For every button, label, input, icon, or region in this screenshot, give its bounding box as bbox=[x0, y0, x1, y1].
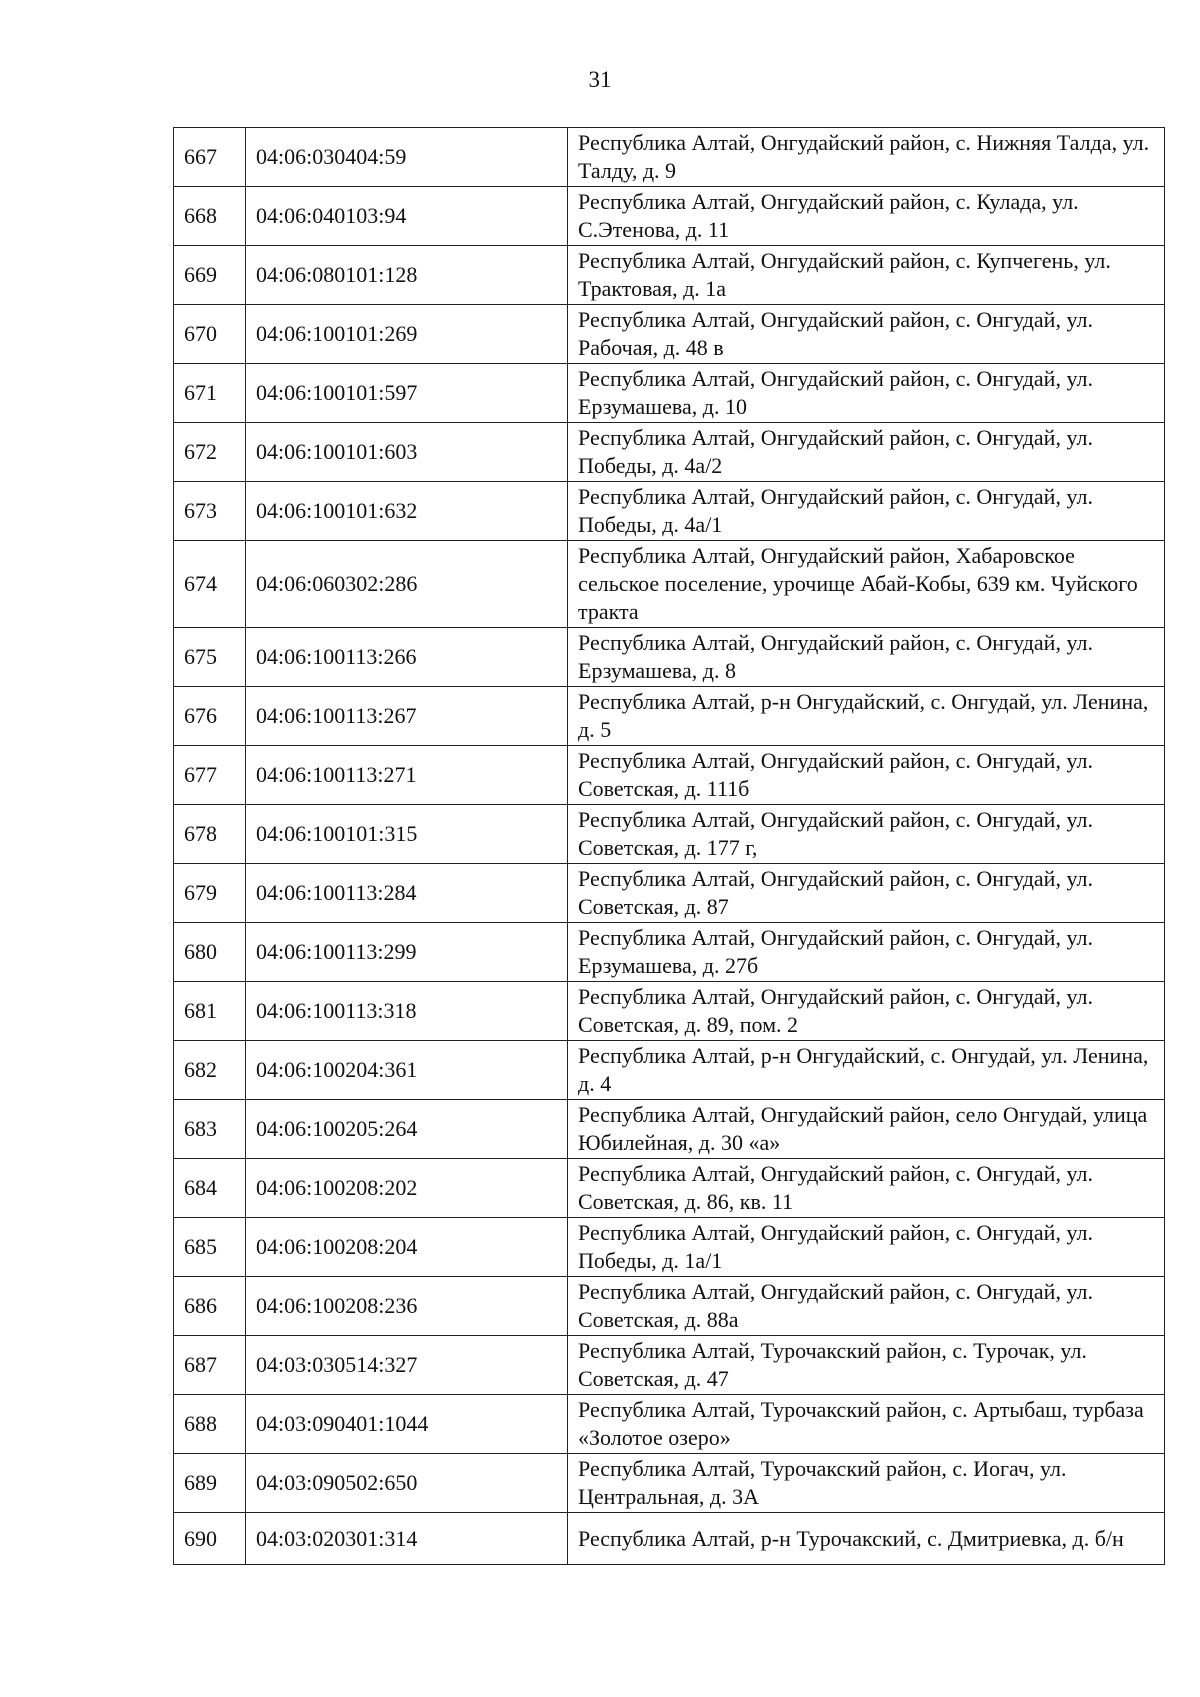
row-number-cell: 690 bbox=[174, 1513, 246, 1565]
address-cell: Республика Алтай, Онгудайский район, село Онгудай, улица Юбилейная, д. 30 «а» bbox=[568, 1100, 1165, 1159]
address-cell: Республика Алтай, Онгудайский район, с. Онгудай, ул. Ерзумашева, д. 10 bbox=[568, 364, 1165, 423]
table-row bbox=[174, 128, 1165, 187]
table-row bbox=[174, 1395, 1165, 1454]
table-row bbox=[174, 864, 1165, 923]
row-number-cell: 683 bbox=[174, 1100, 246, 1159]
row-number-cell: 687 bbox=[174, 1336, 246, 1395]
cadastral-number-cell: 04:06:100101:269 bbox=[246, 305, 568, 364]
table-row bbox=[174, 541, 1165, 628]
row-number-cell: 672 bbox=[174, 423, 246, 482]
address-cell: Республика Алтай, Онгудайский район, с. Онгудай, ул. Советская, д. 88а bbox=[568, 1277, 1165, 1336]
address-cell: Республика Алтай, р-н Онгудайский, с. Онгудай, ул. Ленина, д. 4 bbox=[568, 1041, 1165, 1100]
cadastral-number-cell: 04:06:100208:202 bbox=[246, 1159, 568, 1218]
cadastral-number-cell: 04:06:100205:264 bbox=[246, 1100, 568, 1159]
cadastral-number-cell: 04:06:100113:266 bbox=[246, 628, 568, 687]
cadastral-number-cell: 04:06:080101:128 bbox=[246, 246, 568, 305]
cadastral-number-cell: 04:06:100113:267 bbox=[246, 687, 568, 746]
row-number-cell: 689 bbox=[174, 1454, 246, 1513]
table-row bbox=[174, 1277, 1165, 1336]
address-cell: Республика Алтай, Онгудайский район, с. Купчегень, ул. Трактовая, д. 1а bbox=[568, 246, 1165, 305]
registry-table-body bbox=[174, 128, 1165, 1565]
table-row bbox=[174, 482, 1165, 541]
cadastral-number-cell: 04:06:100208:204 bbox=[246, 1218, 568, 1277]
cadastral-number-cell: 04:03:020301:314 bbox=[246, 1513, 568, 1565]
row-number-cell: 674 bbox=[174, 541, 246, 628]
cadastral-number-cell: 04:03:090502:650 bbox=[246, 1454, 568, 1513]
table-row bbox=[174, 364, 1165, 423]
page-number: 31 bbox=[588, 67, 612, 92]
row-number-cell: 670 bbox=[174, 305, 246, 364]
address-cell: Республика Алтай, Турочакский район, с. Артыбаш, турбаза «Золотое озеро» bbox=[568, 1395, 1165, 1454]
table-row bbox=[174, 923, 1165, 982]
table-row bbox=[174, 246, 1165, 305]
row-number-cell: 671 bbox=[174, 364, 246, 423]
cadastral-number-cell: 04:06:100113:318 bbox=[246, 982, 568, 1041]
cadastral-number-cell: 04:03:090401:1044 bbox=[246, 1395, 568, 1454]
cadastral-number-cell: 04:03:030514:327 bbox=[246, 1336, 568, 1395]
address-cell: Республика Алтай, Онгудайский район, с. Кулада, ул. С.Этенова, д. 11 bbox=[568, 187, 1165, 246]
row-number-cell: 678 bbox=[174, 805, 246, 864]
cadastral-number-cell: 04:06:100204:361 bbox=[246, 1041, 568, 1100]
table-row bbox=[174, 1218, 1165, 1277]
row-number-cell: 685 bbox=[174, 1218, 246, 1277]
row-number-cell: 686 bbox=[174, 1277, 246, 1336]
address-cell: Республика Алтай, Онгудайский район, с. Онгудай, ул. Ерзумашева, д. 27б bbox=[568, 923, 1165, 982]
row-number-cell: 667 bbox=[174, 128, 246, 187]
row-number-cell: 680 bbox=[174, 923, 246, 982]
cadastral-number-cell: 04:06:100113:299 bbox=[246, 923, 568, 982]
address-cell: Республика Алтай, Онгудайский район, с. Онгудай, ул. Ерзумашева, д. 8 bbox=[568, 628, 1165, 687]
address-cell: Республика Алтай, Онгудайский район, с. Онгудай, ул. Советская, д. 87 bbox=[568, 864, 1165, 923]
table-row bbox=[174, 1336, 1165, 1395]
address-cell: Республика Алтай, Онгудайский район, с. Онгудай, ул. Победы, д. 4а/2 bbox=[568, 423, 1165, 482]
table-row bbox=[174, 1041, 1165, 1100]
address-cell: Республика Алтай, Онгудайский район, с. Онгудай, ул. Рабочая, д. 48 в bbox=[568, 305, 1165, 364]
table-row bbox=[174, 187, 1165, 246]
cadastral-number-cell: 04:06:100113:271 bbox=[246, 746, 568, 805]
row-number-cell: 675 bbox=[174, 628, 246, 687]
cadastral-number-cell: 04:06:100101:597 bbox=[246, 364, 568, 423]
cadastral-number-cell: 04:06:100208:236 bbox=[246, 1277, 568, 1336]
row-number-cell: 679 bbox=[174, 864, 246, 923]
address-cell: Республика Алтай, Онгудайский район, с. Нижняя Талда, ул. Талду, д. 9 bbox=[568, 128, 1165, 187]
address-cell: Республика Алтай, Онгудайский район, с. Онгудай, ул. Победы, д. 4а/1 bbox=[568, 482, 1165, 541]
table-row bbox=[174, 687, 1165, 746]
row-number-cell: 676 bbox=[174, 687, 246, 746]
table-row bbox=[174, 423, 1165, 482]
address-cell: Республика Алтай, Турочакский район, с. Турочак, ул. Советская, д. 47 bbox=[568, 1336, 1165, 1395]
address-cell: Республика Алтай, Онгудайский район, с. Онгудай, ул. Победы, д. 1а/1 bbox=[568, 1218, 1165, 1277]
table-row bbox=[174, 305, 1165, 364]
address-cell: Республика Алтай, Онгудайский район, Хабаровское сельское поселение, урочище Абай-Кобы, 639 км. Чуйского тракта bbox=[568, 541, 1165, 628]
row-number-cell: 669 bbox=[174, 246, 246, 305]
row-number-cell: 668 bbox=[174, 187, 246, 246]
address-cell: Республика Алтай, р-н Турочакский, с. Дмитриевка, д. б/н bbox=[568, 1513, 1165, 1565]
table-row bbox=[174, 1159, 1165, 1218]
row-number-cell: 681 bbox=[174, 982, 246, 1041]
address-cell: Республика Алтай, Онгудайский район, с. Онгудай, ул. Советская, д. 177 г, bbox=[568, 805, 1165, 864]
row-number-cell: 684 bbox=[174, 1159, 246, 1218]
table-row bbox=[174, 746, 1165, 805]
row-number-cell: 677 bbox=[174, 746, 246, 805]
cadastral-number-cell: 04:06:040103:94 bbox=[246, 187, 568, 246]
address-cell: Республика Алтай, р-н Онгудайский, с. Онгудай, ул. Ленина, д. 5 bbox=[568, 687, 1165, 746]
cadastral-number-cell: 04:06:100101:315 bbox=[246, 805, 568, 864]
table-row bbox=[174, 1454, 1165, 1513]
cadastral-number-cell: 04:06:060302:286 bbox=[246, 541, 568, 628]
cadastral-number-cell: 04:06:100101:603 bbox=[246, 423, 568, 482]
address-cell: Республика Алтай, Онгудайский район, с. Онгудай, ул. Советская, д. 111б bbox=[568, 746, 1165, 805]
row-number-cell: 688 bbox=[174, 1395, 246, 1454]
cadastral-number-cell: 04:06:030404:59 bbox=[246, 128, 568, 187]
cadastral-number-cell: 04:06:100101:632 bbox=[246, 482, 568, 541]
address-cell: Республика Алтай, Онгудайский район, с. Онгудай, ул. Советская, д. 89, пом. 2 bbox=[568, 982, 1165, 1041]
table-row bbox=[174, 1100, 1165, 1159]
cadastral-number-cell: 04:06:100113:284 bbox=[246, 864, 568, 923]
table-row bbox=[174, 628, 1165, 687]
address-cell: Республика Алтай, Онгудайский район, с. Онгудай, ул. Советская, д. 86, кв. 11 bbox=[568, 1159, 1165, 1218]
table-row bbox=[174, 1513, 1165, 1565]
table-row bbox=[174, 805, 1165, 864]
address-cell: Республика Алтай, Турочакский район, с. Иогач, ул. Центральная, д. 3А bbox=[568, 1454, 1165, 1513]
table-row bbox=[174, 982, 1165, 1041]
row-number-cell: 673 bbox=[174, 482, 246, 541]
property-registry-table bbox=[173, 127, 1165, 1565]
row-number-cell: 682 bbox=[174, 1041, 246, 1100]
